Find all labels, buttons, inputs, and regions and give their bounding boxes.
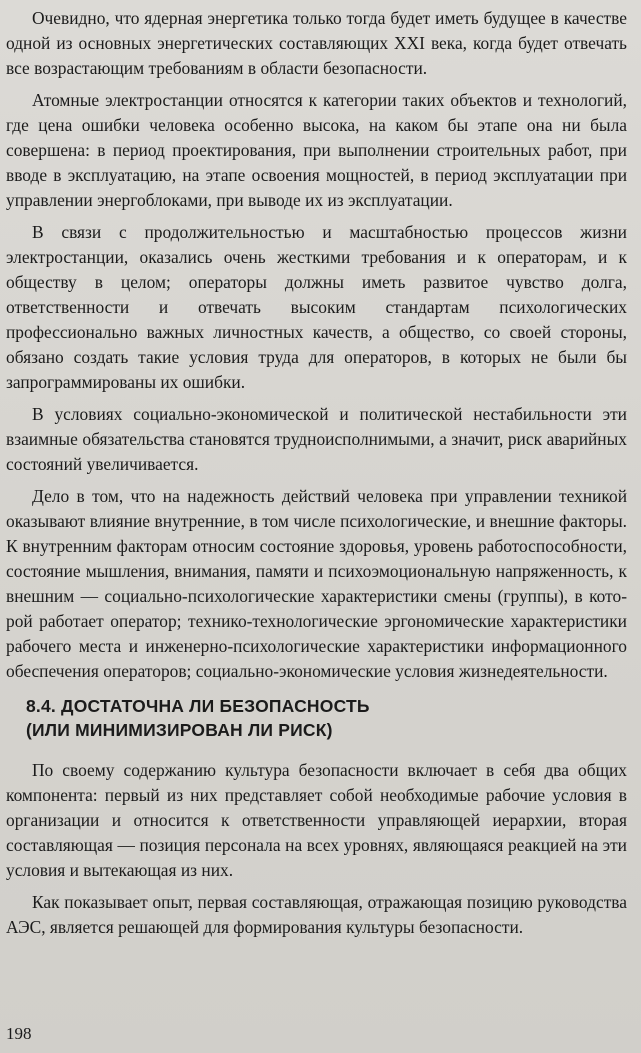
paragraph-safety-culture-components: По своему содержанию культура безопасности включает в себя два общих компонента: первый из них представляет собой необходимые рабочие условия в организации и относится к ответственности управляющей иерархии, вторая составляющая — позиция персонала на всех уровнях, являющаяся реакцией на эти условия и вытекающая из них. <box>6 760 627 880</box>
section-heading-line-2: (ИЛИ МИНИМИЗИРОВАН ЛИ РИСК) <box>26 720 333 740</box>
paragraph-human-error-cost: Атомные электростанции относятся к категории таких объектов и технологий, где цена ошибки человека особенно высока, на каком бы этапе она ни была совершена: в период проектирования, при выполнении строительных работ, при вводе в эксплуатацию, на этапе освоения мощностей, в период эксплуатации при управлении энергоблоками, при выводе их из эксплуатации. <box>6 90 627 210</box>
paragraph-instability-risk: В условиях социально-экономической и политической нестабильности эти взаимные обязательства становятся трудноисполнимыми, а значит, риск аварийных состояний увеличивается. <box>6 404 627 474</box>
section-heading-line-1: 8.4. ДОСТАТОЧНА ЛИ БЕЗОПАСНОСТЬ <box>26 696 370 716</box>
paragraph-operator-requirements: В связи с продолжительностью и масштабностью процессов жизни электростанции, оказались очень жесткими требования и к операторам, и к обществу в целом; операторы должны иметь развитое чувство долга, ответственности и отвечать высоким стандартам психологических профессионально важных личностных качеств, а общество, со своей стороны, обязано создать такие условия труда для операторов, в которых не были бы запрограммированы их ошибки. <box>6 222 627 392</box>
paragraph-management-role: Как показывает опыт, первая составляющая, отражающая позицию руководства АЭС, является решающей для формирования культуры безопасности. <box>6 892 627 937</box>
section-heading <box>26 694 627 742</box>
paragraph-nuclear-future: Очевидно, что ядерная энергетика только тогда будет иметь будущее в качестве одной из основных энергетических составляющих XXI века, когда будет отвечать все возрастающим требованиям в области безопасности. <box>6 8 627 78</box>
page-number: 198 <box>6 1024 32 1043</box>
paragraph-reliability-factors: Дело в том, что на надежность действий человека при управлении техникой оказывают влияние внутренние, в том числе психологические, и внешние факторы. К внутренним факторам относим состояние здоровья, уровень работоспособности, состояние мышления, внимания, памяти и психоэмоциональную напряженность, к внешним — социально-психологические характеристики смены (группы), в которой работает оператор; технико-технологические эргономические характеристики рабочего места и инженерно-психологические характеристики информационного обеспечения операторов; социально-экономические условия жизнедеятельности. <box>6 486 627 681</box>
